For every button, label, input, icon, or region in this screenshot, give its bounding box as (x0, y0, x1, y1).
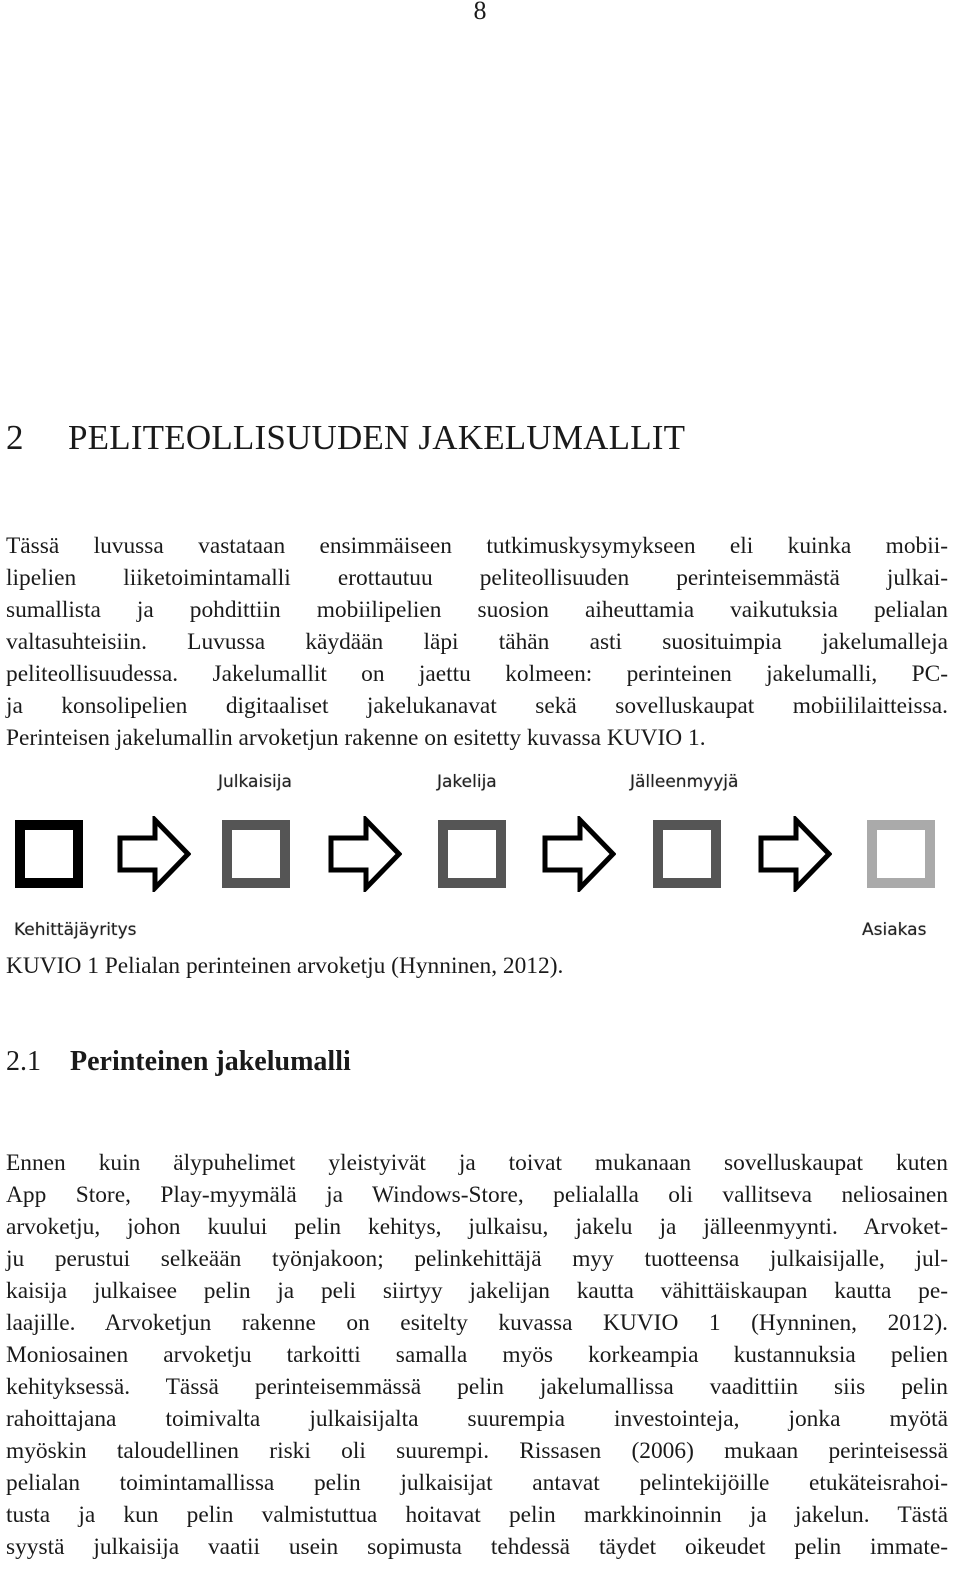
text-line: ju perustui selkeään työnjakoon; pelinkehittäjä myy tuotteensa julkaisijalle, jul- (6, 1246, 948, 1272)
text-line: sumallista ja pohdittiin mobiilipelien suosion aiheuttamia vaikutuksia pelialan (6, 597, 948, 623)
text-line: Ennen kuin älypuhelimet yleistyivät ja toivat mukanaan sovelluskaupat kuten (6, 1150, 948, 1176)
text-line: laajille. Arvoketjun rakenne on esitelty kuvassa KUVIO 1 (Hynninen, 2012). (6, 1310, 948, 1336)
text-line: tusta ja kun pelin valmistuttua hoitavat pelin markkinoinnin ja jakelun. Tästä (6, 1502, 948, 1528)
text-line: rahoittajana toimivalta julkaisijalta suurempia investointeja, jonka myötä (6, 1406, 948, 1432)
text-line: Tässä luvussa vastataan ensimmäiseen tutkimuskysymykseen eli kuinka mobii- (6, 533, 948, 559)
stage-distributor-box (438, 820, 506, 888)
text-line: kehityksessä. Tässä perinteisemmässä pelin jakelumallissa vaadittiin siis pelin (6, 1374, 948, 1400)
arrow-right-icon (328, 816, 402, 892)
stage-retailer-box (653, 820, 721, 888)
stage-publisher-box (222, 820, 290, 888)
label-publisher: Julkaisija (218, 772, 292, 792)
arrow-right-icon (758, 816, 832, 892)
label-customer: Asiakas (862, 920, 927, 940)
page-number: 8 (473, 0, 487, 25)
section-number: 2.1 (6, 1046, 41, 1077)
text-line: kaisija julkaisee pelin ja peli siirtyy jakelijan kautta vähittäiskaupan kautta pe- (6, 1278, 948, 1304)
text-line: Perinteisen jakelumallin arvoketjun rakenne on esitetty kuvassa KUVIO 1. (6, 725, 706, 751)
text-line: valtasuhteisiin. Luvussa käydään läpi tähän asti suosituimpia jakelumalleja (6, 629, 948, 655)
label-developer: Kehittäjäyritys (14, 920, 137, 940)
stage-customer-box (867, 820, 935, 888)
text-line: lipelien liiketoimintamalli erottautuu peliteollisuuden perinteisemmästä julkai- (6, 565, 948, 591)
section-heading (6, 1046, 351, 1078)
label-distributor: Jakelija (437, 772, 497, 792)
text-line: arvoketju, johon kuului pelin kehitys, julkaisu, jakelu ja jälleenmyynti. Arvoket- (6, 1214, 948, 1240)
chapter-heading (6, 418, 685, 458)
stage-developer-box (15, 820, 83, 888)
text-line: ja konsolipelien digitaaliset jakelukanavat sekä sovelluskaupat mobiililaitteissa. (6, 693, 948, 719)
figure-caption: KUVIO 1 Pelialan perinteinen arvoketju (Hynninen, 2012). (6, 953, 564, 979)
text-line: pelialan toimintamallissa pelin julkaisijat antavat pelintekijöille etukäteisrahoi- (6, 1470, 948, 1496)
section-title: Perinteinen jakelumalli (70, 1046, 351, 1077)
text-line: myöskin taloudellinen riski oli suurempi. Rissasen (2006) mukaan perinteisessä (6, 1438, 948, 1464)
chapter-number: 2 (6, 418, 24, 457)
arrow-right-icon (542, 816, 616, 892)
text-line: syystä julkaisija vaatii usein sopimusta tehdessä täydet oikeudet pelin immate- (6, 1534, 948, 1560)
label-retailer: Jälleenmyyjä (630, 772, 739, 792)
text-line: peliteollisuudessa. Jakelumallit on jaettu kolmeen: perinteinen jakelumalli, PC- (6, 661, 948, 687)
value-chain-figure (0, 760, 960, 950)
text-line: Moniosainen arvoketju tarkoitti samalla myös korkeampia kustannuksia pelien (6, 1342, 948, 1368)
chapter-title: PELITEOLLISUUDEN JAKELUMALLIT (68, 418, 686, 457)
arrow-right-icon (117, 816, 191, 892)
text-line: App Store, Play-myymälä ja Windows-Store, pelialalla oli vallitseva neliosainen (6, 1182, 948, 1208)
